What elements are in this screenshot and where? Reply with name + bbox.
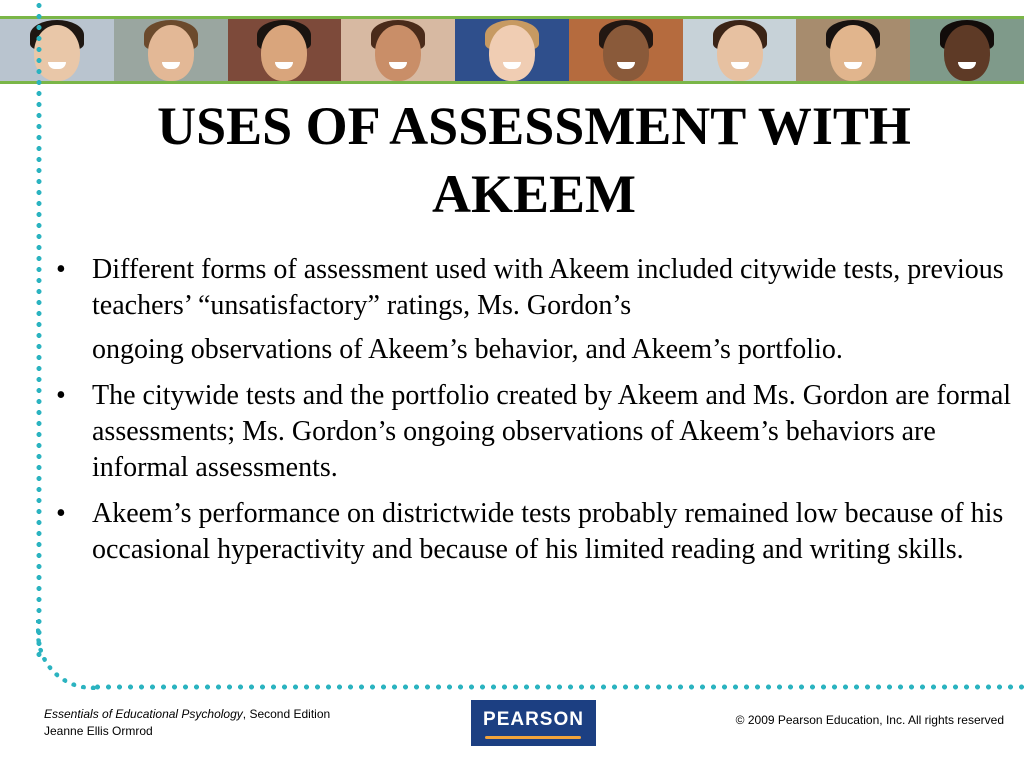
header-photo <box>341 19 455 81</box>
book-author: Jeanne Ellis Ormrod <box>44 724 153 738</box>
pearson-logo <box>471 700 596 746</box>
bullet-dot: • <box>56 380 66 411</box>
header-photo <box>910 19 1024 81</box>
bullet-list <box>52 252 1012 578</box>
bullet-dot: • <box>56 254 66 285</box>
logo-swoosh-icon <box>485 736 581 739</box>
decorative-dot-border-corner <box>36 620 96 690</box>
bullet-item <box>52 496 1012 568</box>
bullet-item <box>52 252 1012 368</box>
logo-text: PEARSON <box>483 709 584 730</box>
header-photo <box>228 19 342 81</box>
bullet-text: Different forms of assessment used with Akeem included citywide tests, previous teachers’ “unsatisfactory” ratings, Ms. Gordon’s <box>92 254 1004 321</box>
header-photo <box>114 19 228 81</box>
header-photo <box>569 19 683 81</box>
bullet-text: The citywide tests and the portfolio created by Akeem and Ms. Gordon are formal assessments; Ms. Gordon’s ongoing observations of Akeem’s behaviors are informal assessments. <box>92 380 1012 483</box>
bullet-item <box>52 378 1012 486</box>
bullet-text: Akeem’s performance on districtwide tests probably remained low because of his occasional hyperactivity and because of his limited reading and writing skills. <box>92 498 1004 565</box>
book-edition: , Second Edition <box>242 707 331 721</box>
slide-title: USES OF ASSESSMENT WITH AKEEM <box>157 96 911 224</box>
header-photo <box>796 19 910 81</box>
bullet-dot: • <box>56 498 66 529</box>
footer-book-info <box>44 706 330 740</box>
decorative-dot-border-bottom <box>92 684 1024 690</box>
header-photo <box>0 19 114 81</box>
bullet-text-continued: ongoing observations of Akeem’s behavior, and Akeem’s portfolio. <box>92 334 843 365</box>
header-photo <box>455 19 569 81</box>
copyright-notice: © 2009 Pearson Education, Inc. All rights reserved <box>735 713 1004 727</box>
book-title: Essentials of Educational Psychology <box>44 707 243 721</box>
decorative-dot-border-left <box>36 0 42 660</box>
header-photo <box>683 19 797 81</box>
header-photo-strip <box>0 16 1024 84</box>
